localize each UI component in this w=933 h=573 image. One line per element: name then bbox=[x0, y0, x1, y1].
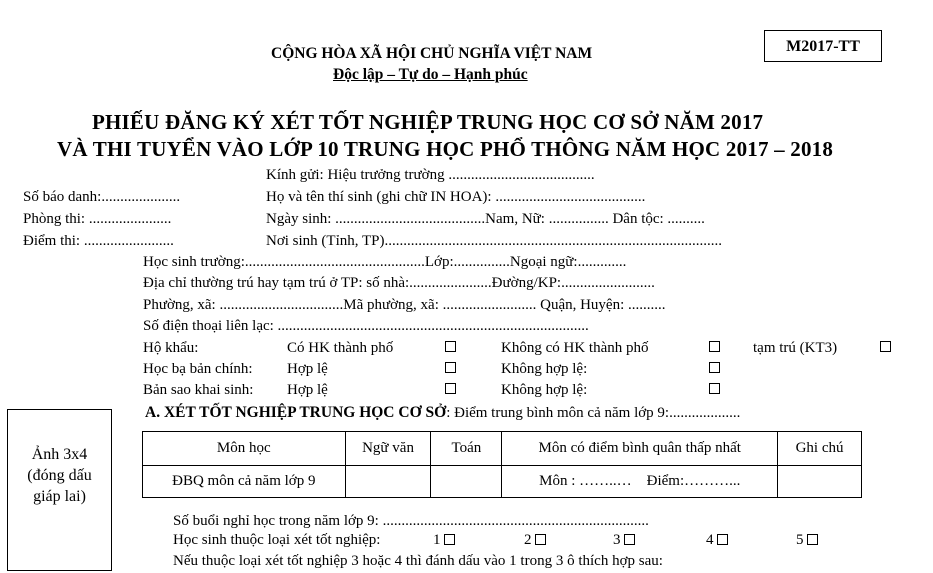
dbq-row-label: ĐBQ môn cả năm lớp 9 bbox=[143, 466, 346, 498]
toan-cell[interactable] bbox=[431, 466, 502, 498]
so-buoi-nghi-field[interactable]: Số buổi nghỉ học trong năm lớp 9: ....................................................................... bbox=[173, 513, 649, 529]
sao-khai-label: Bản sao khai sinh: bbox=[143, 382, 254, 398]
table-row bbox=[143, 466, 862, 498]
form-code: M2017-TT bbox=[764, 30, 882, 62]
phong-thi-field[interactable]: Phòng thi: ...................... bbox=[23, 211, 172, 227]
sao-khai-khong-hop-le-label: Không hợp lệ: bbox=[501, 382, 588, 398]
loai-4-checkbox[interactable] bbox=[717, 534, 728, 545]
co-hk-label: Có HK thành phố bbox=[287, 340, 394, 356]
loai-option-3[interactable] bbox=[613, 531, 635, 549]
ho-ten-field[interactable]: Họ và tên thí sinh (ghi chữ IN HOA): ........................................ bbox=[266, 189, 646, 205]
so-bao-danh-field[interactable]: Số báo danh:..................... bbox=[23, 189, 181, 205]
option-number: 4 bbox=[706, 532, 714, 548]
loai-option-4[interactable] bbox=[706, 531, 728, 549]
mon-thap-nhat-cell[interactable] bbox=[502, 466, 778, 498]
hoc-ba-hop-le-checkbox[interactable] bbox=[445, 362, 456, 373]
hoc-ba-hop-le-label: Hợp lệ bbox=[287, 361, 328, 377]
ngay-sinh-field[interactable]: Ngày sinh: ........................................Nam, Nữ: ................ Dân tộc: .......... bbox=[266, 211, 705, 227]
table-header: Ngữ văn bbox=[345, 432, 431, 466]
photo-label-2: (đóng dấu bbox=[27, 467, 92, 484]
dia-chi-field[interactable]: Địa chỉ thường trú hay tạm trú ở TP: số nhà:......................Đường/KP:......................... bbox=[143, 275, 655, 291]
hoc-ba-label: Học bạ bản chính: bbox=[143, 361, 253, 377]
hoc-ba-khong-hop-le-checkbox[interactable] bbox=[709, 362, 720, 373]
option-number: 2 bbox=[524, 532, 532, 548]
ho-khau-label: Hộ khẩu: bbox=[143, 340, 199, 356]
table-header: Môn học bbox=[143, 432, 346, 466]
loai-option-1[interactable] bbox=[433, 531, 455, 549]
motto: Độc lập – Tự do – Hạnh phúc bbox=[333, 66, 528, 83]
diem-thi-field[interactable]: Điểm thi: ........................ bbox=[23, 233, 174, 249]
hoc-ba-khong-hop-le-label: Không hợp lệ: bbox=[501, 361, 588, 377]
option-number: 3 bbox=[613, 532, 621, 548]
loai-option-5[interactable] bbox=[796, 531, 818, 549]
photo-box bbox=[7, 409, 112, 571]
table-header: Ghi chú bbox=[778, 432, 862, 466]
kinh-gui-field[interactable]: Kính gửi: Hiệu trưởng trường ....................................... bbox=[266, 167, 595, 183]
diem-label: Điểm:………... bbox=[646, 473, 741, 489]
loai-2-checkbox[interactable] bbox=[535, 534, 546, 545]
table-header: Toán bbox=[431, 432, 502, 466]
loai-3-checkbox[interactable] bbox=[624, 534, 635, 545]
section-a-heading: A. XÉT TỐT NGHIỆP TRUNG HỌC CƠ SỞ bbox=[145, 404, 447, 421]
ngu-van-cell[interactable] bbox=[345, 466, 431, 498]
loai-option-2[interactable] bbox=[524, 531, 546, 549]
option-number: 1 bbox=[433, 532, 441, 548]
tam-tru-checkbox[interactable] bbox=[880, 341, 891, 352]
sao-khai-hop-le-label: Hợp lệ bbox=[287, 382, 328, 398]
co-hk-checkbox[interactable] bbox=[445, 341, 456, 352]
footer-note: Nếu thuộc loại xét tốt nghiệp 3 hoặc 4 thì đánh dấu vào 1 trong 3 ô thích hợp sau: bbox=[173, 553, 663, 569]
so-dien-thoai-field[interactable]: Số điện thoại liên lạc: ................................................................................... bbox=[143, 318, 589, 334]
sao-khai-khong-hop-le-checkbox[interactable] bbox=[709, 383, 720, 394]
loai-5-checkbox[interactable] bbox=[807, 534, 818, 545]
noi-sinh-field[interactable]: Nơi sinh (Tỉnh, TP).......................................................................................... bbox=[266, 233, 722, 249]
table-header: Môn có điểm bình quân thấp nhất bbox=[502, 432, 778, 466]
loai-1-checkbox[interactable] bbox=[444, 534, 455, 545]
mon-label: Môn : ……..… bbox=[539, 473, 632, 489]
photo-label-3: giáp lai) bbox=[33, 488, 86, 505]
option-number: 5 bbox=[796, 532, 804, 548]
hoc-sinh-truong-field[interactable]: Học sinh trường:................................................Lớp:...............Ngoại ngữ:............. bbox=[143, 254, 627, 270]
ghi-chu-cell[interactable] bbox=[778, 466, 862, 498]
country-name: CỘNG HÒA XÃ HỘI CHỦ NGHĨA VIỆT NAM bbox=[271, 45, 593, 62]
khong-hk-label: Không có HK thành phố bbox=[501, 340, 649, 356]
form-title-line1: PHIẾU ĐĂNG KÝ XÉT TỐT NGHIỆP TRUNG HỌC CƠ SỞ NĂM 2017 bbox=[92, 110, 764, 134]
sao-khai-hop-le-checkbox[interactable] bbox=[445, 383, 456, 394]
phuong-xa-field[interactable]: Phường, xã: .................................Mã phường, xã: ......................... Quận, Huyện: .......... bbox=[143, 297, 666, 313]
table-header-row bbox=[143, 432, 862, 466]
tam-tru-label: tạm trú (KT3) bbox=[753, 340, 838, 356]
section-a bbox=[145, 404, 740, 422]
section-a-suffix[interactable]: : Điểm trung bình môn cả năm lớp 9:................... bbox=[446, 405, 741, 421]
loai-xet-label: Học sinh thuộc loại xét tốt nghiệp: bbox=[173, 532, 381, 548]
khong-hk-checkbox[interactable] bbox=[709, 341, 720, 352]
grade-table bbox=[142, 431, 862, 498]
photo-label-1: Ảnh 3x4 bbox=[31, 446, 88, 463]
form-title-line2: VÀ THI TUYỂN VÀO LỚP 10 TRUNG HỌC PHỔ THÔNG NĂM HỌC 2017 – 2018 bbox=[57, 137, 834, 161]
